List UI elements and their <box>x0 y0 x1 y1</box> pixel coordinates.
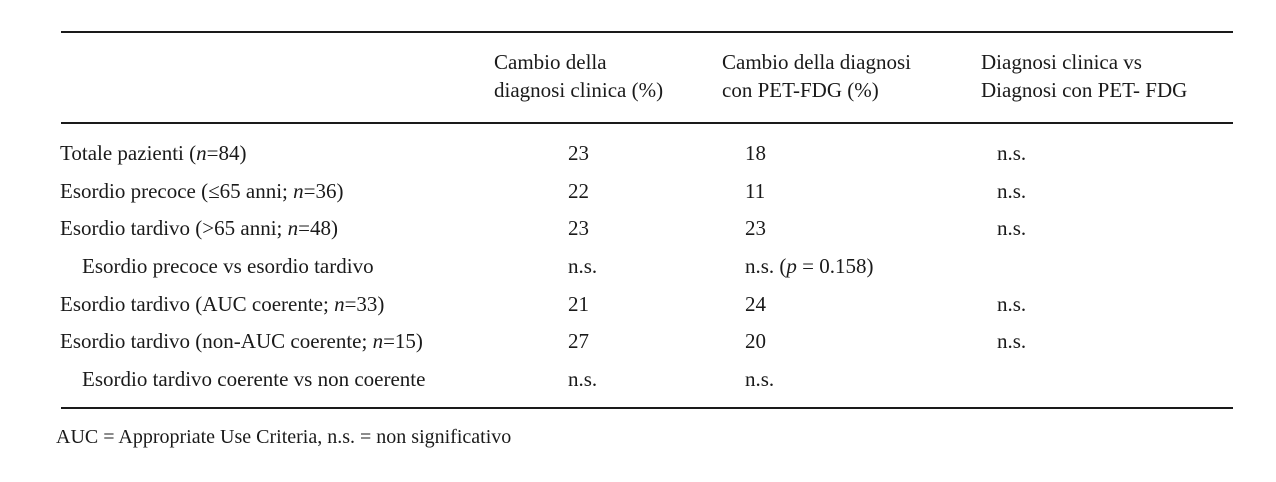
cell-pet: n.s. (p = 0.158) <box>745 254 874 278</box>
cell-clinical: 27 <box>568 329 589 353</box>
cell-clinical: n.s. <box>568 367 598 391</box>
row-label: Esordio tardivo (>65 anni; n=48) <box>60 216 338 240</box>
table-header-rule <box>61 122 1233 124</box>
row-label: Esordio tardivo coerente vs non coerente <box>82 367 426 391</box>
cell-comparison: n.s. <box>997 292 1027 316</box>
cell-comparison: n.s. <box>997 329 1027 353</box>
table-row <box>0 247 1276 285</box>
table-row <box>0 322 1276 360</box>
cell-pet: 11 <box>745 179 766 203</box>
cell-comparison: n.s. <box>997 179 1027 203</box>
table-row <box>0 209 1276 247</box>
row-label: Esordio precoce vs esordio tardivo <box>82 254 374 278</box>
cell-pet: 20 <box>745 329 766 353</box>
row-label: Esordio precoce (≤65 anni; n=36) <box>60 179 344 203</box>
cell-pet: 23 <box>745 216 766 240</box>
header-pet-change: Cambio della diagnosi con PET-FDG (%) <box>722 50 911 102</box>
cell-clinical: n.s. <box>568 254 598 278</box>
header-comparison: Diagnosi clinica vs Diagnosi con PET- FDG <box>981 50 1188 102</box>
cell-pet: 18 <box>745 141 766 165</box>
cell-clinical: 23 <box>568 141 589 165</box>
cell-pet: n.s. <box>745 367 775 391</box>
cell-clinical: 21 <box>568 292 589 316</box>
row-label: Esordio tardivo (AUC coerente; n=33) <box>60 292 385 316</box>
table-footnote: AUC = Appropriate Use Criteria, n.s. = non significativo <box>56 426 512 448</box>
row-label: Esordio tardivo (non-AUC coerente; n=15) <box>60 329 423 353</box>
cell-comparison: n.s. <box>997 216 1027 240</box>
table-row <box>0 134 1276 172</box>
table-bottom-rule <box>61 407 1233 409</box>
table-top-rule <box>61 31 1233 33</box>
cell-clinical: 22 <box>568 179 589 203</box>
table-row <box>0 172 1276 210</box>
header-clinical-change: Cambio della diagnosi clinica (%) <box>494 50 664 102</box>
cell-clinical: 23 <box>568 216 589 240</box>
cell-pet: 24 <box>745 292 766 316</box>
row-label: Totale pazienti (n=84) <box>60 141 247 165</box>
cell-comparison: n.s. <box>997 141 1027 165</box>
table-row <box>0 285 1276 323</box>
table-row <box>0 360 1276 398</box>
